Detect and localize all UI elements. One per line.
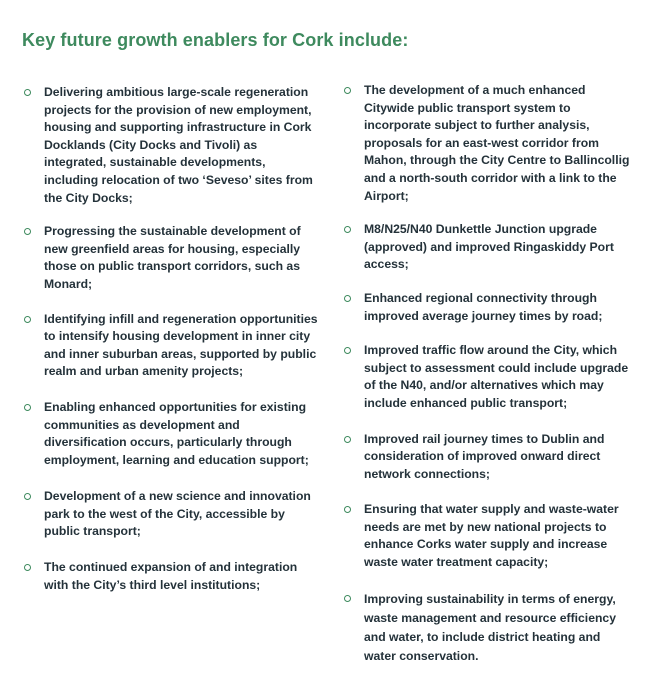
page-title: Key future growth enablers for Cork include: [22, 30, 409, 50]
list-item [22, 559, 322, 594]
left-bullet-list [22, 84, 322, 594]
list-item-text: Ensuring that water supply and waste-water needs are met by new national projects to enhance Corks water supply and increase waste water treatment capacity; [364, 502, 619, 570]
circle-bullet-icon [344, 436, 351, 443]
list-item [342, 590, 634, 666]
list-item [22, 488, 322, 541]
list-item-text: Delivering ambitious large-scale regeneration projects for the provision of new employment, housing and supporting infrastructure in Cork Docklands (City Docks and Tivoli) as integrated, sustainable developments, including relocation of two ‘Seveso’ sites from the City Docks; [44, 85, 313, 205]
list-item [342, 290, 634, 325]
list-item-text: Improved rail journey times to Dublin and consideration of improved onward direct network connections; [364, 431, 605, 481]
circle-bullet-icon [344, 87, 351, 94]
list-item-text: Improving sustainability in terms of energy, waste management and resource efficiency and water, to include district heating and water conservation. [364, 591, 616, 663]
list-item [22, 84, 322, 207]
list-item-text: Enabling enhanced opportunities for existing communities as development and diversification occurs, particularly through employment, learning and education support; [44, 399, 309, 467]
circle-bullet-icon [24, 89, 31, 96]
list-item-text: Progressing the sustainable development of new greenfield areas for housing, especially those on public transport corridors, such as Monard; [44, 224, 301, 291]
circle-bullet-icon [344, 595, 351, 602]
list-item-text: Development of a new science and innovation park to the west of the City, accessible by public transport; [44, 489, 311, 539]
list-item [22, 399, 322, 469]
right-bullet-list [342, 82, 634, 666]
circle-bullet-icon [24, 316, 31, 323]
list-item [22, 311, 322, 381]
circle-bullet-icon [344, 347, 351, 354]
list-item-text: M8/N25/N40 Dunkettle Junction upgrade (approved) and improved Ringaskiddy Port access; [364, 222, 614, 272]
list-item [342, 431, 634, 484]
list-item-text: Identifying infill and regeneration opportunities to intensify housing development in inner city and inner suburban areas, supported by public realm and urban amenity projects; [44, 311, 318, 379]
circle-bullet-icon [24, 228, 31, 235]
circle-bullet-icon [24, 404, 31, 411]
circle-bullet-icon [344, 295, 351, 302]
list-item [342, 82, 634, 205]
list-item-text: Improved traffic flow around the City, which subject to assessment could include upgrade of the N40, and/or alternatives which may include enhanced public transport; [364, 343, 629, 410]
circle-bullet-icon [344, 226, 351, 233]
circle-bullet-icon [24, 564, 31, 571]
circle-bullet-icon [344, 506, 351, 513]
list-item-text: The development of a much enhanced Citywide public transport system to incorporate subject to further analysis, proposals for an east-west corridor from Mahon, through the City Centre to Ballincollig and a north-south corridor with a link to the Airport; [364, 83, 630, 203]
list-item [342, 221, 634, 274]
list-item-text: The continued expansion of and integration with the City’s third level institutions; [44, 560, 298, 592]
circle-bullet-icon [24, 493, 31, 500]
list-item [342, 342, 634, 412]
list-item [22, 223, 322, 293]
list-item [342, 501, 634, 571]
list-item-text: Enhanced regional connectivity through improved average journey times by road; [364, 290, 603, 323]
